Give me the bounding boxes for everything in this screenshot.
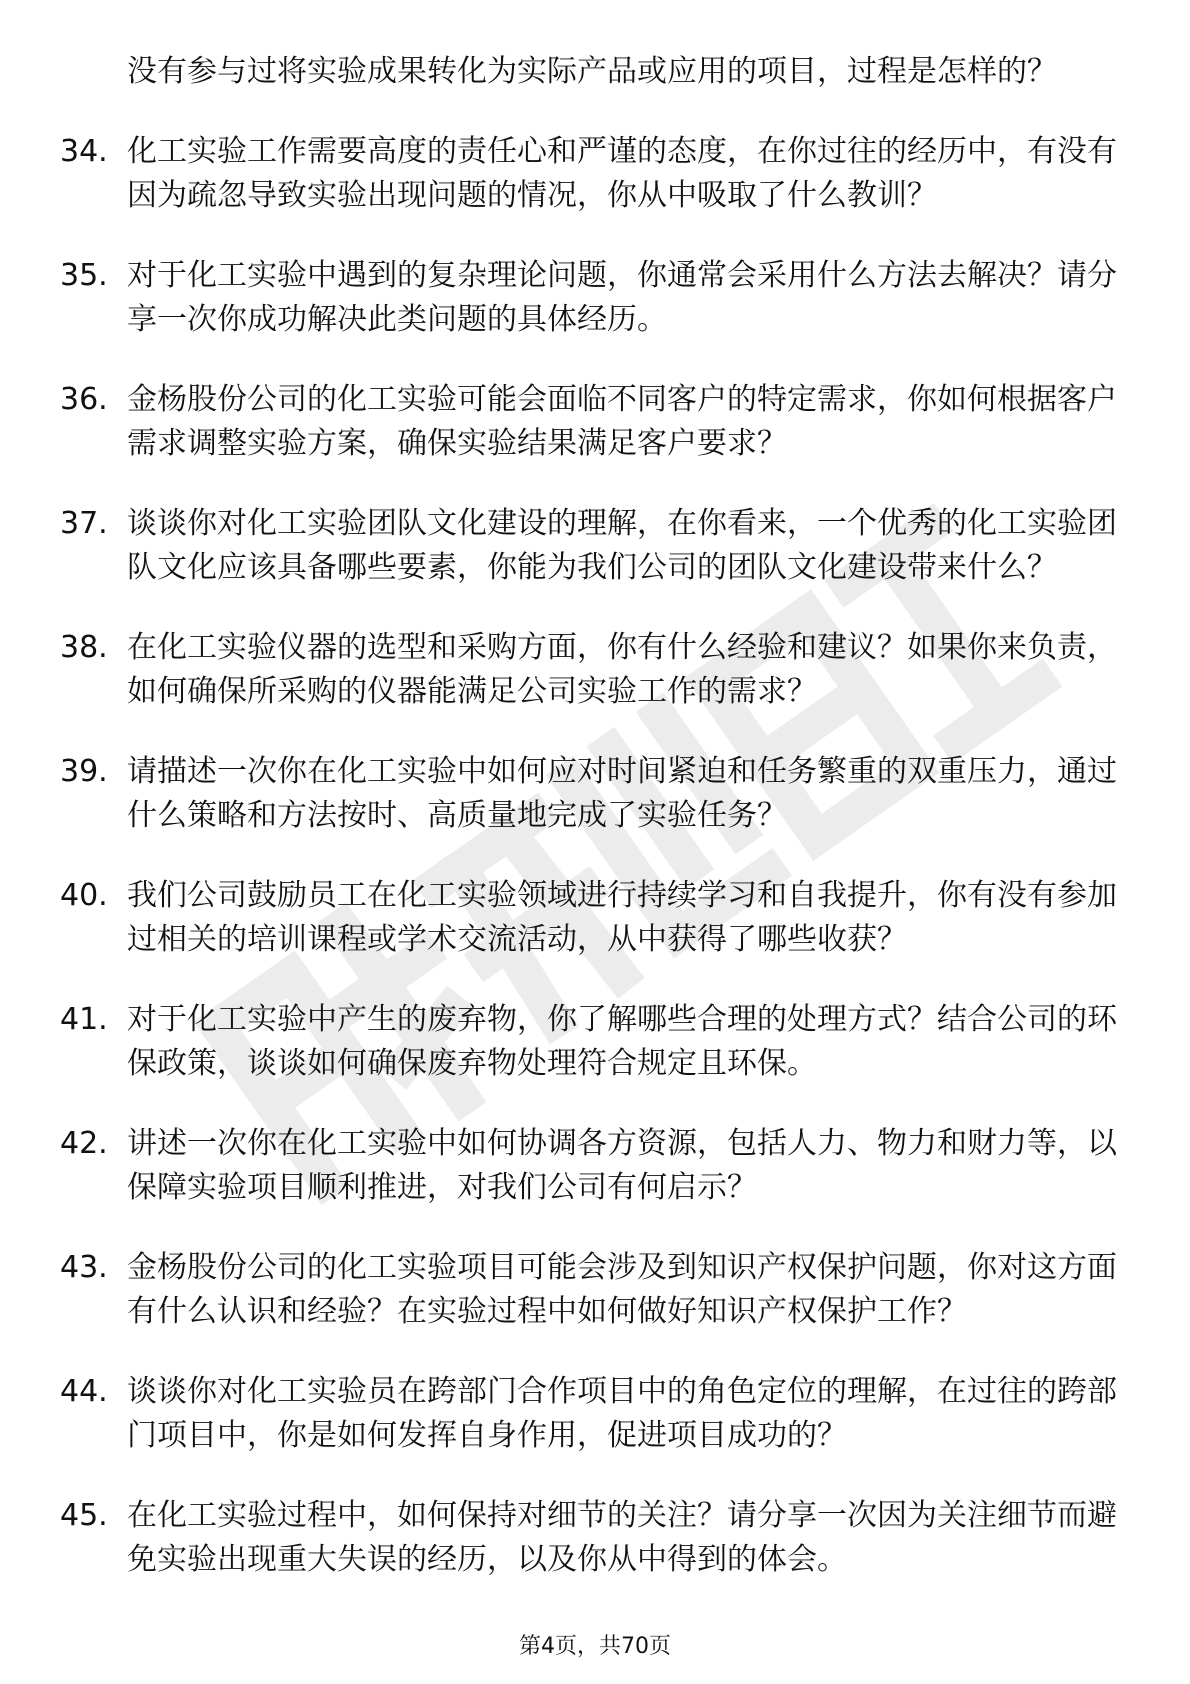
question-item: [60, 130, 1120, 218]
question-text: 请描述一次你在化工实验中如何应对时间紧迫和任务繁重的双重压力，通过什么策略和方法按时、高质量地完成了实验任务？: [127, 754, 1117, 833]
question-item: [60, 378, 1120, 466]
question-text: 在化工实验过程中，如何保持对细节的关注？请分享一次因为关注细节而避免实验出现重大失误的经历，以及你从中得到的体会。: [127, 1498, 1117, 1577]
question-text: 谈谈你对化工实验员在跨部门合作项目中的角色定位的理解，在过往的跨部门项目中，你是如何发挥自身作用，促进项目成功的？: [127, 1374, 1117, 1453]
question-text: 化工实验工作需要高度的责任心和严谨的态度，在你过往的经历中，有没有因为疏忽导致实验出现问题的情况，你从中吸取了什么教训？: [127, 134, 1117, 213]
question-item: [60, 1494, 1120, 1582]
question-item: [60, 254, 1120, 342]
question-number: 38.: [60, 630, 108, 665]
question-number: 45.: [60, 1498, 108, 1533]
question-text: 对于化工实验中产生的废弃物，你了解哪些合理的处理方式？结合公司的环保政策，谈谈如何确保废弃物处理符合规定且环保。: [127, 1002, 1117, 1081]
question-number: 39.: [60, 754, 108, 789]
question-item: [60, 626, 1120, 714]
question-number: 40.: [60, 878, 108, 913]
question-text: 在化工实验仪器的选型和采购方面，你有什么经验和建议？如果你来负责，如何确保所采购的仪器能满足公司实验工作的需求？: [127, 630, 1117, 709]
question-text: 金杨股份公司的化工实验可能会面临不同客户的特定需求，你如何根据客户需求调整实验方案，确保实验结果满足客户要求？: [127, 382, 1117, 461]
question-item: [60, 874, 1120, 962]
question-item: [60, 1246, 1120, 1334]
question-number: 37.: [60, 506, 108, 541]
question-text: 谈谈你对化工实验团队文化建设的理解，在你看来，一个优秀的化工实验团队文化应该具备哪些要素，你能为我们公司的团队文化建设带来什么？: [127, 506, 1117, 585]
question-number: 36.: [60, 382, 108, 417]
question-item: [60, 1122, 1120, 1210]
question-item: [60, 750, 1120, 838]
question-text: 对于化工实验中遇到的复杂理论问题，你通常会采用什么方法去解决？请分享一次你成功解决此类问题的具体经历。: [127, 258, 1117, 337]
question-text: 金杨股份公司的化工实验项目可能会涉及到知识产权保护问题，你对这方面有什么认识和经验？在实验过程中如何做好知识产权保护工作？: [127, 1250, 1117, 1329]
question-list: [60, 130, 1120, 1582]
question-text: 讲述一次你在化工实验中如何协调各方资源，包括人力、物力和财力等，以保障实验项目顺利推进，对我们公司有何启示？: [127, 1126, 1117, 1205]
question-number: 42.: [60, 1126, 108, 1161]
question-item: [60, 1370, 1120, 1458]
question-number: 41.: [60, 1002, 108, 1037]
question-number: 35.: [60, 258, 108, 293]
question-number: 44.: [60, 1374, 108, 1409]
question-text: 我们公司鼓励员工在化工实验领域进行持续学习和自我提升，你有没有参加过相关的培训课程或学术交流活动，从中获得了哪些收获？: [127, 878, 1117, 957]
question-number: 43.: [60, 1250, 108, 1285]
page-footer: 第4页，共70页: [519, 1634, 671, 1659]
question-number: 34.: [60, 134, 108, 169]
question-item: [60, 998, 1120, 1086]
question-item: [60, 502, 1120, 590]
continued-question-text: 没有参与过将实验成果转化为实际产品或应用的项目，过程是怎样的？: [127, 54, 1057, 89]
question-section: [60, 50, 1120, 1618]
